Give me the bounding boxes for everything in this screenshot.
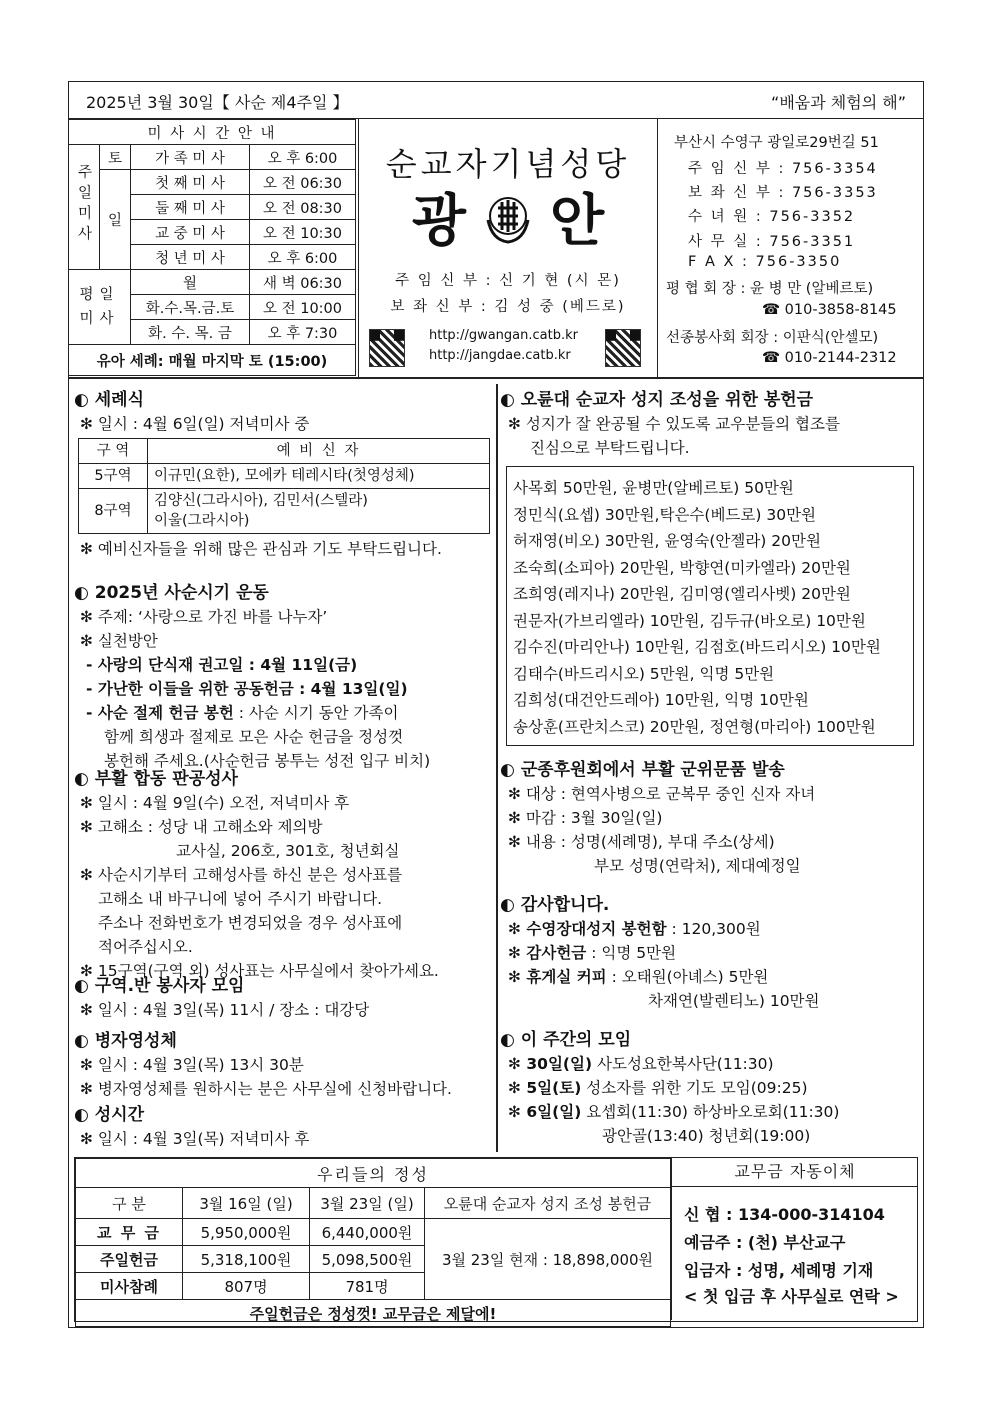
church-subtitle: 순교자기념성당 — [385, 145, 631, 183]
row-value: 6,440,000원 — [310, 1219, 425, 1246]
thanks-heading: ◐ 감사합니다. — [500, 895, 610, 915]
military-target: ✻ 대상 : 현역사병으로 군복무 중인 신자 자녀 — [508, 785, 816, 803]
confession-note-4: 적어주십시오. — [98, 938, 193, 956]
confession-note-3: 주소나 전화번호가 변경되었을 경우 성사표에 — [98, 914, 403, 932]
donation-note-1: ✻ 성지가 잘 완공될 수 있도록 교우분들의 협조를 — [508, 415, 840, 433]
website-link-2[interactable]: http://jangdae.catb.kr — [429, 348, 571, 363]
donation-section — [500, 388, 840, 460]
row-value: 781명 — [310, 1273, 425, 1300]
weekly-meetings-section — [500, 1028, 839, 1148]
mass-time: 새 벽 06:30 — [250, 270, 356, 295]
volunteer-section — [74, 974, 369, 1022]
lent-fasting: - 사랑의 단식재 권고일 : 4월 11일(금) — [86, 656, 358, 674]
mass-time: 오 후 6:00 — [250, 145, 356, 170]
phone-convent: 수 녀 원 : 756-3352 — [688, 209, 856, 225]
confession-note-5: ✻ 15구역(구역 외) 성사표는 사무실에서 찾아가세요. — [80, 962, 439, 980]
thanks-line-4: 차재연(발렌티노) 10만원 — [648, 992, 820, 1010]
donation-heading: ◐ 오륜대 순교자 성지 조성을 위한 봉헌금 — [500, 390, 814, 410]
column-divider — [496, 384, 498, 1152]
church-name-right: 안 — [550, 188, 605, 254]
donor-line: 정민식(요셉) 30만원,탁은수(베드로) 30만원 — [513, 505, 817, 524]
donor-line: 권문자(가브리엘라) 10만원, 김두규(바오로) 10만원 — [513, 611, 866, 630]
lent-theme: ✻ 주제: ‘사랑으로 가진 바를 나누자’ — [80, 608, 328, 626]
infant-baptism-note: 유아 세례: 매월 마지막 토 (15:00) — [69, 345, 356, 376]
military-deadline: ✻ 마감 : 3월 30일(일) — [508, 809, 663, 827]
donor-line: 김태수(바드리시오) 5만원, 익명 5만원 — [513, 664, 775, 683]
district-cell: 5구역 — [79, 464, 148, 489]
pastor-line: 주 임 신 부 : 신 기 현 (시 몬) — [395, 273, 621, 289]
row-label: 미사참례 — [76, 1273, 183, 1300]
mass-time: 오 전 10:00 — [250, 295, 356, 320]
col-category: 구 분 — [76, 1188, 183, 1219]
issue-date: 2025년 3월 30일【 사순 제4주일 】 — [86, 93, 349, 112]
baptism-date: ✻ 일시 : 4월 6일(일) 저녁미사 중 — [80, 415, 310, 433]
confession-note-2: 고해소 내 바구니에 넣어 주시기 바랍니다. — [98, 890, 383, 908]
phone-pastor: 주 임 신 부 : 756-3354 — [688, 161, 878, 177]
church-name-left: 광 — [411, 188, 466, 254]
donation-note-2: 진심으로 부탁드립니다. — [530, 439, 690, 457]
church-banner — [358, 119, 658, 379]
mass-name: 가 족 미 사 — [131, 145, 250, 170]
mass-time: 오 후 6:00 — [250, 245, 356, 270]
lent-practice: ✻ 실천방안 — [80, 632, 158, 650]
catechumen-cell: 김양신(그라시아), 김민서(스텔라) 이울(그라시아) — [148, 489, 490, 534]
catechumen-cell: 이규민(요한), 모에카 테레시타(첫영성체) — [148, 464, 490, 489]
bank-account: 신 협 : 134-000-314104 — [684, 1205, 885, 1224]
mass-name: 월 — [131, 270, 250, 295]
mass-name: 둘 째 미 사 — [131, 195, 250, 220]
address: 부산시 수영구 광일로29번길 51 — [674, 135, 879, 151]
baptism-section — [74, 388, 490, 561]
mass-day: 토 — [100, 145, 131, 170]
account-holder: 예금주 : (천) 부산교구 — [684, 1233, 846, 1252]
row-label: 교 무 금 — [76, 1219, 183, 1246]
fax: F A X : 756-3350 — [688, 254, 842, 270]
mass-time: 오 전 06:30 — [250, 170, 356, 195]
top-bar — [68, 81, 924, 119]
mass-name: 교 중 미 사 — [131, 220, 250, 245]
donor-line: 사목회 50만원, 윤병만(알베르토) 50만원 — [513, 479, 794, 497]
mass-name: 화.수.목.금.토 — [131, 295, 250, 320]
thanks-section — [500, 893, 820, 1013]
fund-total: 3월 23일 현재 : 18,898,000원 — [425, 1219, 671, 1300]
funeral-service-president: 선종봉사회 회장 : 이판식(안셀모) — [666, 330, 879, 346]
church-name — [359, 177, 657, 260]
donor-line: 송상훈(프란치스코) 20만원, 정연형(마리아) 100만원 — [513, 717, 876, 736]
meeting-line-4: 광안골(13:40) 청년회(19:00) — [602, 1127, 811, 1145]
year-motto: “배움과 체험의 해” — [771, 93, 906, 112]
contact-info — [662, 119, 924, 379]
donor-line: 김희성(대건안드레아) 10만원, 익명 10만원 — [513, 691, 809, 709]
row-label: 주일헌금 — [76, 1246, 183, 1273]
district-cell: 8구역 — [79, 489, 148, 534]
header — [68, 119, 924, 379]
mass-name: 화. 수. 목. 금 — [131, 320, 250, 345]
military-section — [500, 758, 815, 878]
sick-communion-date: ✻ 일시 : 4월 3일(목) 13시 30분 — [80, 1056, 304, 1074]
holy-hour-date: ✻ 일시 : 4월 3일(목) 저녁미사 후 — [80, 1130, 310, 1148]
lent-collection: - 가난한 이들을 위한 공동헌금 : 4월 13일(일) — [86, 680, 408, 698]
catechumen-table — [78, 438, 490, 534]
mass-schedule-title: 미 사 시 간 안 내 — [69, 120, 356, 145]
lent-offering: - 사순 절제 헌금 봉헌 : 사순 시기 동안 가족이 — [86, 704, 399, 722]
col-fund: 오륜대 순교자 성지 조성 봉헌금 — [425, 1188, 671, 1219]
confession-place: ✻ 고해소 : 성당 내 고해소와 제의방 — [80, 818, 323, 836]
diocese-logo-icon — [480, 190, 536, 260]
contact-note: < 첫 입금 후 사무실로 연락 > — [684, 1287, 899, 1306]
mass-name: 첫 째 미 사 — [131, 170, 250, 195]
thanks-line-1: ✻ 수영장대성지 봉헌함 : 120,300원 — [508, 920, 761, 938]
baptism-heading: ◐ 세례식 — [74, 390, 145, 410]
sick-communion-section — [74, 1029, 452, 1101]
donor-line: 조희영(레지나) 20만원, 김미영(엘리사벳) 20만원 — [513, 585, 851, 603]
auto-transfer-title: 교무금 자동이체 — [672, 1158, 918, 1187]
sick-communion-note: ✻ 병자영성체를 원하시는 분은 사무실에 신청바랍니다. — [80, 1080, 452, 1098]
col-date-2: 3월 23일 (일) — [310, 1188, 425, 1219]
confession-heading: ◐ 부활 합동 판공성사 — [74, 769, 238, 789]
weekly-meetings-heading: ◐ 이 주간의 모임 — [500, 1030, 632, 1050]
auto-transfer-box — [671, 1158, 918, 1320]
meeting-line-2: ✻ 5일(토) 성소자를 위한 기도 모임(09:25) — [508, 1079, 808, 1097]
confession-section — [74, 767, 439, 983]
finance-box — [74, 1157, 918, 1322]
military-content-2: 부모 성명(연락처), 제대예정일 — [594, 857, 801, 875]
row-value: 807명 — [183, 1273, 310, 1300]
qr-code-left — [369, 329, 405, 367]
funeral-service-phone: ☎ 010-2144-2312 — [762, 350, 897, 366]
weekday-mass-label: 평일미사 — [69, 270, 131, 345]
meeting-line-3: ✻ 6일(일) 요셉회(11:30) 하상바오로회(11:30) — [508, 1103, 840, 1121]
offering-footer: 주일헌금은 정성껏! 교무금은 제달에! — [76, 1300, 671, 1327]
holy-hour-section — [74, 1103, 309, 1151]
confession-note-1: ✻ 사순시기부터 고해성사를 하신 분은 성사표를 — [80, 866, 403, 884]
donor-line: 허재영(비오) 30만원, 윤영숙(안젤라) 20만원 — [513, 532, 821, 550]
assistant-priest-line: 보 좌 신 부 : 김 성 중 (베드로) — [390, 299, 626, 315]
confession-place-2: 교사실, 206호, 301호, 청년회실 — [176, 842, 400, 860]
council-president-phone: ☎ 010-3858-8145 — [762, 302, 897, 318]
mass-time: 오 전 08:30 — [250, 195, 356, 220]
volunteer-heading: ◐ 구역.반 봉사자 모임 — [74, 976, 245, 996]
row-value: 5,318,100원 — [183, 1246, 310, 1273]
donor-list — [506, 466, 914, 746]
meeting-line-1: ✻ 30일(일) 사도성요한복사단(11:30) — [508, 1055, 774, 1073]
lent-section — [74, 581, 430, 773]
col-catechumen: 예 비 신 자 — [148, 439, 490, 464]
council-president: 평 협 회 장 : 윤 병 만 (알베르토) — [666, 281, 874, 297]
mass-time: 오 후 7:30 — [250, 320, 356, 345]
donor-line: 김수진(마리안나) 10만원, 김점호(바드리시오) 10만원 — [513, 638, 881, 656]
sick-communion-heading: ◐ 병자영성체 — [74, 1031, 177, 1051]
mass-schedule-table — [68, 119, 356, 376]
volunteer-date: ✻ 일시 : 4월 3일(목) 11시 / 장소 : 대강당 — [80, 1001, 370, 1019]
lent-offering-line3: 봉헌해 주세요.(사순헌금 봉투는 성전 입구 비치) — [104, 752, 431, 770]
donor-line: 조숙희(소피아) 20만원, 박향연(미카엘라) 20만원 — [513, 558, 851, 577]
phone-office: 사 무 실 : 756-3351 — [688, 234, 856, 250]
military-content: ✻ 내용 : 성명(세례명), 부대 주소(상세) — [508, 833, 775, 851]
holy-hour-heading: ◐ 성시간 — [74, 1105, 145, 1125]
mass-time: 오 전 10:30 — [250, 220, 356, 245]
lent-heading: ◐ 2025년 사순시기 운동 — [74, 583, 269, 603]
lent-offering-line2: 함께 희생과 절제로 모은 사순 헌금을 정성껏 — [104, 728, 404, 746]
website-link-1[interactable]: http://gwangan.catb.kr — [429, 328, 578, 343]
mass-day: 일 — [100, 170, 131, 270]
military-heading: ◐ 군종후원회에서 부활 군위문품 발송 — [500, 760, 785, 780]
baptism-note: ✻ 예비신자들을 위해 많은 관심과 기도 부탁드립니다. — [80, 540, 442, 558]
confession-date: ✻ 일시 : 4월 9일(수) 오전, 저녁미사 후 — [80, 794, 350, 812]
offering-title: 우리들의 정성 — [76, 1159, 671, 1188]
depositor-note: 입금자 : 성명, 세례명 기재 — [684, 1261, 874, 1280]
thanks-line-3: ✻ 휴게실 커피 : 오태원(아녜스) 5만원 — [508, 968, 769, 986]
phone-assistant: 보 좌 신 부 : 756-3353 — [688, 185, 878, 201]
row-value: 5,098,500원 — [310, 1246, 425, 1273]
thanks-line-2: ✻ 감사헌금 : 익명 5만원 — [508, 944, 677, 962]
col-date-1: 3월 16일 (일) — [183, 1188, 310, 1219]
offering-table — [75, 1158, 671, 1327]
row-value: 5,950,000원 — [183, 1219, 310, 1246]
mass-name: 청 년 미 사 — [131, 245, 250, 270]
qr-code-right — [605, 329, 641, 367]
col-district: 구 역 — [79, 439, 148, 464]
sunday-mass-label: 주일미사 — [69, 145, 100, 270]
